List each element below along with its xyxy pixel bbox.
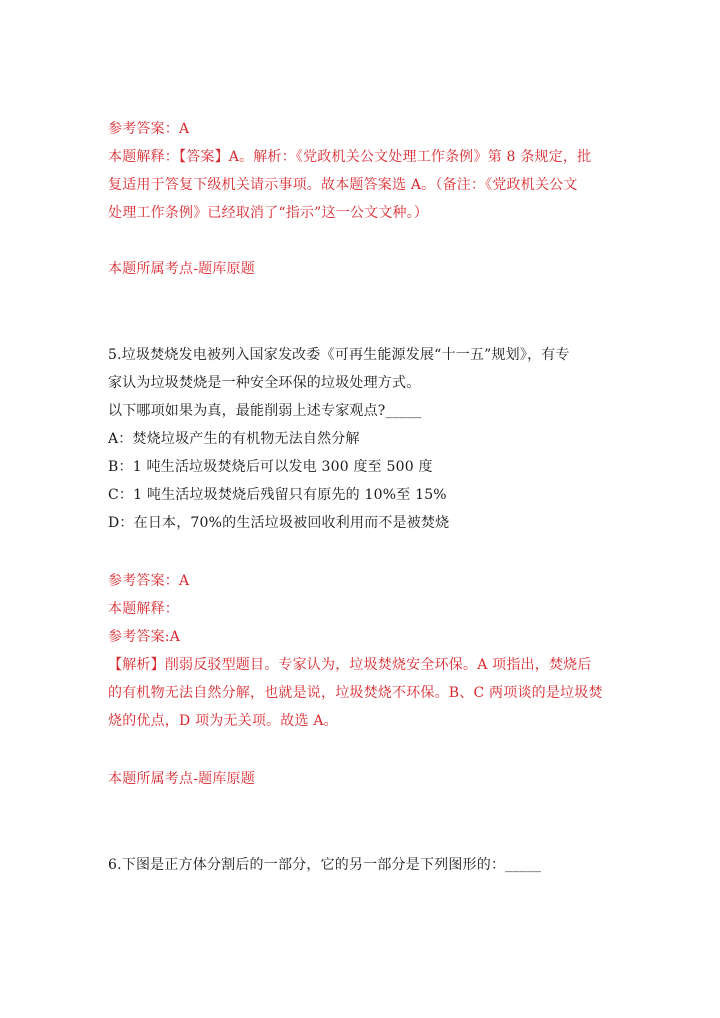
analysis-line-2: 的有机物无法自然分解，也就是说，垃圾焚烧不环保。B、C 两项谈的是垃圾焚 xyxy=(108,685,603,701)
analysis-line-3: 烧的优点，D 项为无关项。故选 A。 xyxy=(108,713,338,729)
option-b: B：1 吨生活垃圾焚烧后可以发电 300 度至 500 度 xyxy=(108,459,433,475)
source-note: 本题所属考点-题库原题 xyxy=(108,261,255,277)
option-d: D：在日本，70%的生活垃圾被回收利用而不是被焚烧 xyxy=(108,515,450,531)
document-page xyxy=(108,0,608,1018)
analysis-line-1: 【解析】削弱反驳型题目。专家认为，垃圾焚烧安全环保。A 项指出，焚烧后 xyxy=(108,657,592,673)
explanation-line-1: 本题解释：【答案】A。解析：《党政机关公文处理工作条例》第 8 条规定，批 xyxy=(108,149,592,165)
source-note: 本题所属考点-题库原题 xyxy=(108,771,255,787)
explanation-line-2: 复适用于答复下级机关请示事项。故本题答案选 A。（备注：《党政机关公文 xyxy=(108,177,578,193)
explanation-line-3: 处理工作条例》已经取消了“指示”这一公文文种。） xyxy=(108,205,429,221)
option-c: C：1 吨生活垃圾焚烧后残留只有原先的 10%至 15% xyxy=(108,487,447,503)
option-a: A：焚烧垃圾产生的有机物无法自然分解 xyxy=(108,431,360,447)
question-5-prompt: 以下哪项如果为真，最能削弱上述专家观点?_____ xyxy=(108,403,422,419)
question-5-stem-line-1: 5.垃圾焚烧发电被列入国家发改委《可再生能源发展“十一五”规划》，有专 xyxy=(108,347,570,363)
answer-label: 参考答案：A xyxy=(108,121,190,137)
explanation-label: 本题解释： xyxy=(108,601,179,617)
question-5-stem-line-2: 家认为垃圾焚烧是一种安全环保的垃圾处理方式。 xyxy=(108,375,421,391)
answer-label: 参考答案：A xyxy=(108,573,190,589)
answer-label-2: 参考答案:A xyxy=(108,629,181,645)
question-6-stem: 6.下图是正方体分割后的一部分，它的另一部分是下列图形的：_____ xyxy=(108,857,542,873)
